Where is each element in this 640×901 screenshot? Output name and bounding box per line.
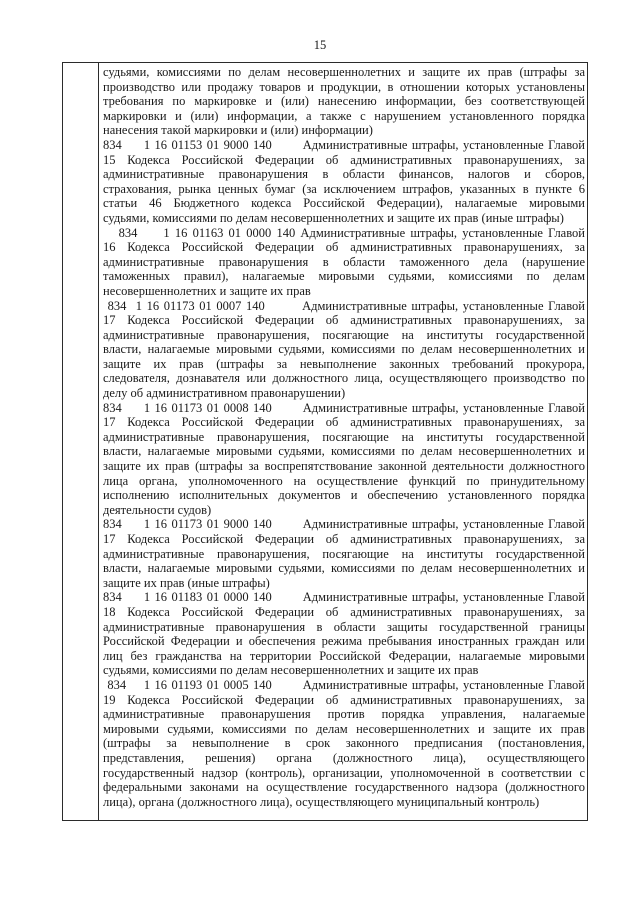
entry-text-line: судьями, комиссиями по делам несовершеннолетних и защите их прав (иные штрафы) [103, 210, 564, 225]
entry-text-line: 834 1 16 01173 01 0007 140 Административные штрафы, установленные Главой [103, 298, 585, 313]
entry-text-line: (штрафы за невыполнение в срок законного предписания (постановления, [103, 736, 585, 751]
left-column-cell [63, 63, 99, 820]
entry-text-line: 17 Кодекса Российской Федерации об административных правонарушениях, за [103, 415, 585, 430]
entry-text-line: страхования, рынка ценных бумаг (за исключением штрафов, указанных в пункте 6 [103, 181, 585, 196]
entry-text-line: 834 1 16 01173 01 0008 140 Административные штрафы, установленные Главой [103, 400, 585, 415]
entry-text-line: защите их прав (штрафы за невыполнение законных требований прокурора, [103, 356, 585, 371]
entry-text-line: маркировки и (или) информации, а также с нарушением установленного порядка [103, 108, 585, 123]
entry-text-line: 16 Кодекса Российской Федерации об административных правонарушениях, за [103, 240, 585, 255]
entry-text-line: власти, налагаемые мировыми судьями, комиссиями по делам несовершеннолетних и [103, 444, 585, 459]
budget-code-entry [103, 226, 585, 299]
page-number: 15 [313, 38, 327, 52]
entry-text-line: мировыми судьями, комиссиями по делам несовершеннолетних и защите их прав [103, 721, 585, 736]
entry-text-line: 834 1 16 01173 01 9000 140 Административные штрафы, установленные Главой [103, 517, 585, 532]
entry-text-line: судьями, комиссиями по делам несовершеннолетних и защите их прав [103, 663, 479, 678]
entry-text-line: следователя, дознавателя или должностного лица, осуществляющего производство по [103, 371, 585, 386]
entry-text-line: административные правонарушения, посягающие на институты государственной [103, 429, 585, 444]
entry-text-line: судьями, комиссиями по делам несовершеннолетних и защите их прав (штрафы за [103, 65, 585, 79]
entry-text-line: защите их прав (штрафы за воспрепятствование законной деятельности должностного [103, 459, 585, 474]
entry-text-line: 834 1 16 01163 01 0000 140 Административные штрафы, установленные Главой [103, 225, 585, 240]
entry-text-line: делу об административном правонарушении) [103, 386, 346, 401]
entry-text-line: таможенных правил), налагаемые мировыми судьями, комиссиями по делам [103, 269, 585, 284]
entry-text-line: деятельности судов) [103, 502, 212, 517]
entry-text-line: 19 Кодекса Российской Федерации об административных правонарушениях, за [103, 692, 585, 707]
entry-text-line: административные правонарушения, посягающие на институты государственной [103, 546, 585, 561]
entry-text-line: 17 Кодекса Российской Федерации об административных правонарушениях, за [103, 313, 585, 328]
budget-code-entry [103, 678, 585, 809]
entry-text-line: 17 Кодекса Российской Федерации об административных правонарушениях, за [103, 532, 585, 546]
budget-code-entry [103, 590, 585, 678]
entry-text-line: 834 1 16 01183 01 0000 140 Административные штрафы, установленные Главой [103, 590, 585, 605]
entry-text-line: 18 Кодекса Российской Федерации об административных правонарушениях, за [103, 604, 585, 619]
entry-text-line: исполнению исполнительных документов и обеспечению установленного порядка [103, 488, 585, 503]
entry-text-line: представления, решения) органа (должностного лица), осуществляющего [103, 750, 585, 765]
entry-text-line: власти, налагаемые мировыми судьями, комиссиями по делам несовершеннолетних и [103, 561, 585, 576]
entry-text-line: лица органа, уполномоченного на осуществление функций по принудительному [103, 473, 585, 488]
entry-text-line: защите их прав (иные штрафы) [103, 575, 270, 590]
entry-text-line: лица), органа (должностного лица), осуществляющего муниципальный контроль) [103, 794, 540, 809]
budget-code-entry [103, 517, 585, 590]
entry-text-line: федеральными законами на осуществление государственного надзора (должностного [103, 780, 585, 795]
budget-code-entry [103, 65, 585, 138]
budget-code-entry [103, 401, 585, 518]
entry-text-line: административные правонарушения против порядка управления, налагаемые [103, 707, 585, 722]
entry-text-line: статьи 46 Бюджетного кодекса Российской Федерации), налагаемые мировыми [103, 196, 585, 211]
entry-text-line: Российской Федерации и обеспечения режима пребывания иностранных граждан или [103, 634, 585, 649]
document-table [62, 62, 588, 821]
entry-text-line: административные правонарушения, посягающие на институты государственной [103, 327, 585, 342]
entry-text-line: производство или продажу товаров и продукции, в отношении которых установлены [103, 79, 585, 94]
content-column-cell [103, 65, 585, 809]
entry-text-line: несовершеннолетних и защите их прав [103, 283, 311, 298]
budget-code-entry [103, 299, 585, 401]
entry-text-line: власти, налагаемые мировыми судьями, комиссиями по делам несовершеннолетних и [103, 342, 585, 357]
entry-text-line: требования по маркировке и (или) нанесению информации, без соответствующей [103, 94, 585, 109]
entry-text-line: административные правонарушения в области финансов, налогов и сборов, [103, 167, 585, 182]
entry-text-line: нанесения такой маркировки и (или) информации) [103, 123, 373, 138]
budget-code-entry [103, 138, 585, 226]
entry-text-line: лиц без гражданства на территории Российской Федерации, налагаемые мировыми [103, 648, 585, 663]
entry-text-line: административные правонарушения в области таможенного дела (нарушение [103, 254, 585, 269]
entry-text-line: 15 Кодекса Российской Федерации об административных правонарушениях, за [103, 152, 585, 167]
entry-text-line: 834 1 16 01193 01 0005 140 Административные штрафы, установленные Главой [103, 677, 585, 692]
entry-text-line: административные правонарушения в области защиты государственной границы [103, 619, 585, 634]
entry-text-line: 834 1 16 01153 01 9000 140 Административные штрафы, установленные Главой [103, 137, 585, 152]
entry-text-line: государственный надзор (контроль), организации, уполномоченной в соответствии с [103, 765, 585, 780]
